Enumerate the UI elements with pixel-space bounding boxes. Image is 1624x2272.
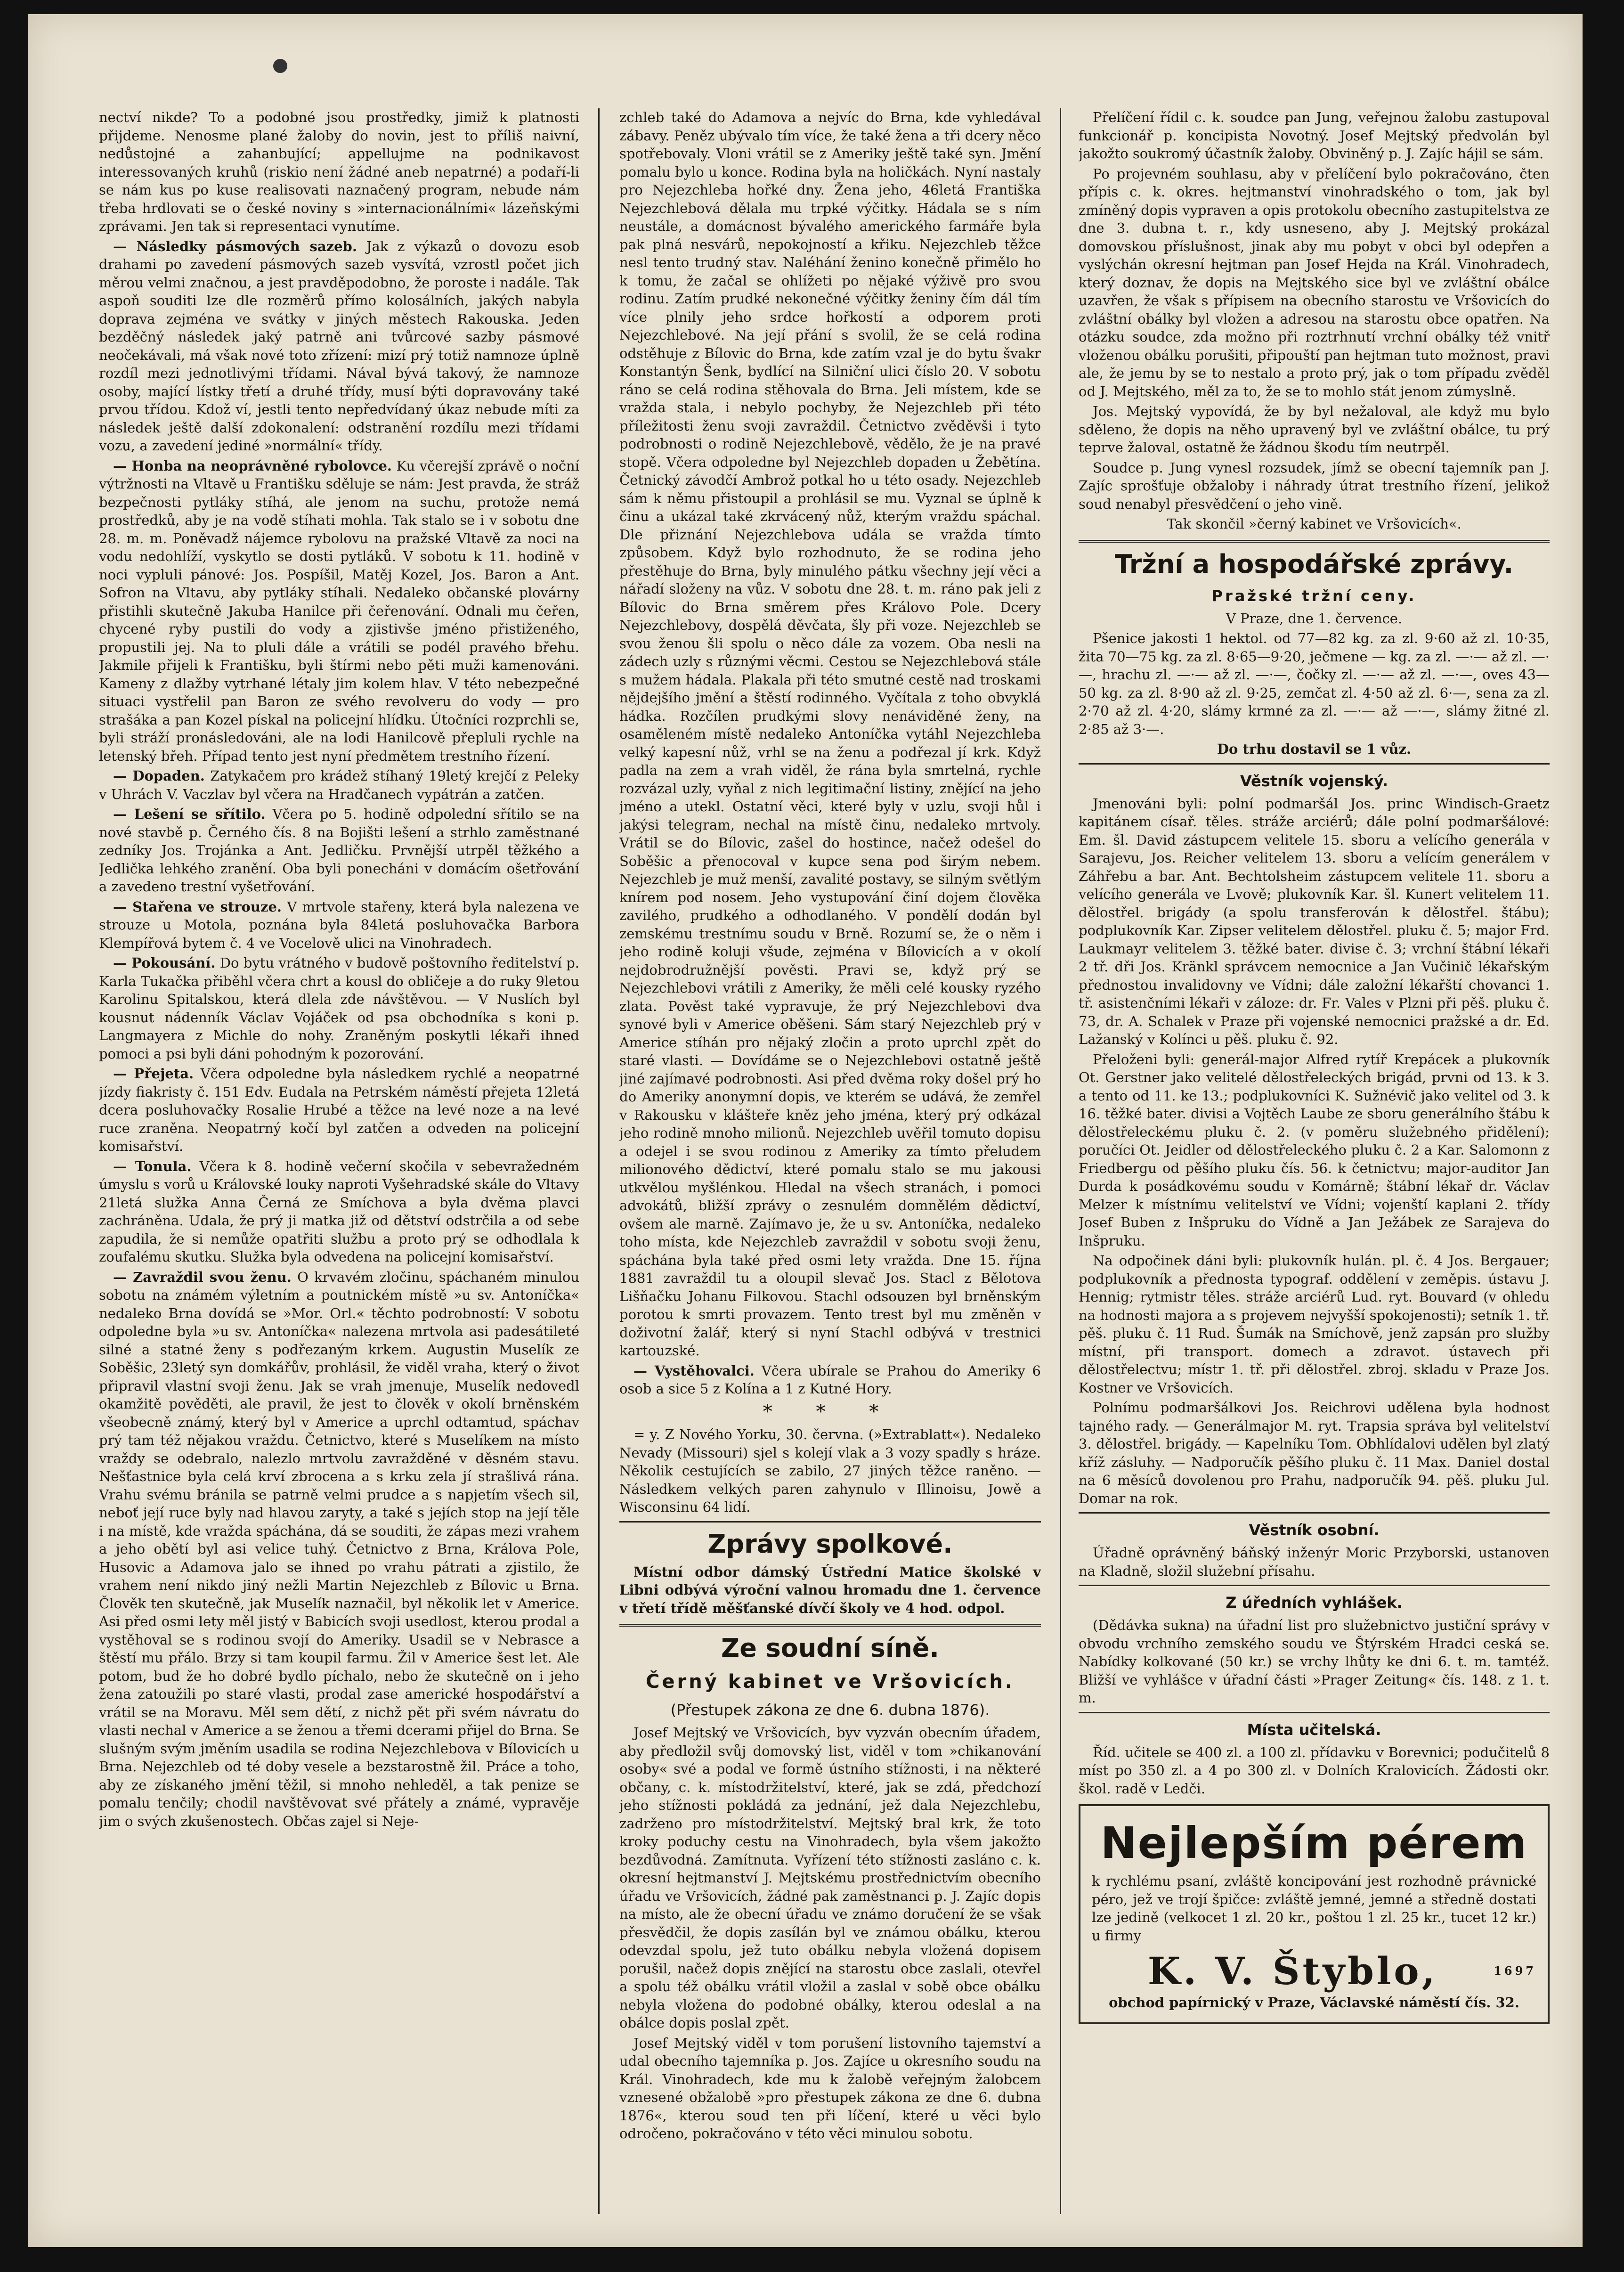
section-heading: Věstník osobní. (1249, 1521, 1380, 1539)
divider (1079, 1512, 1550, 1514)
article-paragraph: Josef Mejtský ve Vršovicích, byv vyzván obecním úřadem, aby předložil svůj domovský list, viděl v tom »chikanování osoby« své a podal ve formě ústního stížnosti, i na některé občany, c. k. místodržitelství, které, jak se zdá, předchozí jeho stížnosti pokládá za jednání, jež dala Nejezchlebu, zadrženo pro místodržitelství. Mejtský bral krk, že toto kroky poduchy cestu na Vinohradech, byla všem jakožto bezdůvodná. Zamítnuta. Vyřízení této stížnosti zasláno c. k. okresní hejtmanství J. Mejtskému prostřednictvím obecního úřadu ve Vršovicích, žádné pak zaměstnanci p. J. Zajíc dopis na místo, ale že obecní úřadu ve známo doručení že se však přesvědčil, že dopis zasílán byl ve známou obálku, kterou odevzdal spolu, jež tuto obálku nebyla vložená dopisem porušil, načež dopis znějící na starostu obce zaslali, otevřel a spolu též obálku vrátil vložil a zaslal v sobě obce obálku nebyla vložena do podobné obálky, kterou odeslal a na obálce dopis poslal zpět. (619, 1725, 1041, 2031)
section-heading: Tržní a hospodářské zprávy. (1114, 549, 1514, 579)
article-paragraph: Na odpočinek dáni byli: plukovník hulán. pl. č. 4 Jos. Bergauer; podplukovník a přednosta typograf. oddělení v zeměpis. ústavu J. Hennig; rytmistr těles. stráže arciérů Lud. ryt. Bouvard (v ohledu na hodnosti majora a s projevem nejvyšší spokojenosti); setník 1. tř. pěš. pluku č. 11 Rud. Šumák na Smíchově, jenž zapsán pro služby místní, při transport. domech a zdravot. ústavech při dělostřelectvu; místr 1. tř. při dělostřel. zbroj. skladu v Praze Jos. Kostner ve Vršovicích. (1079, 1253, 1550, 1396)
section-heading: Zprávy spolkové. (707, 1529, 953, 1559)
article-paragraph: zchleb také do Adamova a nejvíc do Brna, kde vyhledával zábavy. Peněz ubývalo tím více, že také žena a tři dcery něco spotřebovaly. Vloni vrátil se z Ameriky ještě také syn. Jmění pomalu bylo u konce. Rodina byla na holičkách. Nyní nastaly pro Nejezchleba hořké dny. Žena jeho, 46letá Františka Nejezchlebová dělala mu trpké výčitky. Hádala se s ním neustále, a domácnost bývalého amerického farmáře byla pak plná nesvárů, nepokojností a křiku. Nejezchleb těžce nesl tento trudný stav. Naléhání ženino konečně přimělo ho k tomu, že začal se ohlížeti po nějaké výživě pro svou rodinu. Zatím prudké nekonečné výčitky ženiny čím dál tím více plnily jeho srdce hořkostí a odporem proti Nejezchlebové. Na její přání s svolil, že se celá rodina odstěhuje z Bílovic do Brna, kde zatím vzal je do bytu švakr Konstantýn Šenk, bydlící na Silniční ulici číslo 20. V sobotu ráno se celá rodina stěhovala do Brna. Jeli místem, kde se vražda stala, i nebylo pochyby, že Nejezchleb při této příležitosti ženu svoji zavraždil. Četnictvo zvěděvši i tyto podrobnosti o rodině Nejezchlebově, vědělo, že je na pravé stopě. Včera odpoledne byl Nejezchleb dopaden u Žebětína. Četnický závodčí Ambrož potkal ho u této osady. Nejezchleb sám k němu přistoupil a prohlásil se mu. Vyznal se úplně k činu a ukázal také zkrvácený nůž, kterým vraždu spáchal. Dle přiznání Nejezchlebova udála se vražda tímto způsobem. Když bylo rozhodnuto, že se rodina jeho přestěhuje do Brna, byly minulého pátku všechny její věci a nářadí složeny na vůz. V sobotu dne 28. t. m. ráno pak jeli z Bílovic do Brna směrem přes Královo Pole. Dcery Nejezchlebovy, dospělá děvčata, šly při voze. Nejezchleb se svou ženou šli spolu o něco dále za vozem. Oba nesli na zádech uzly s různými věcmi. Cestou se Nejezchlebová stále s mužem hádala. Plakala při této smutné cestě nad troskami nějdejšího jmění a štěstí rodinného. Vyčítala z toho obvyklá hádka. Rozčílen prudkými slovy nenáviděné ženy, na osaměleném místě nedaleko Antoníčka vytáhl Nejezchleba velký kapesní nůž, vrhl se na ženu a podřezal jí krk. Když padla na zem a vrah viděl, že rána byla smrtelná, rychle rozvázal uzly, vyňal z nich legitimační listiny, znějící na jeho jméno a utekl. Ostatní věci, které byly v uzlu, svoji hůl i jakýsi telegram, nechal na místě činu, nedaleko mrtvoly. Vrátil se do Bílovic, zašel do hostince, načež odešel do Soběšic a přenocoval v kupce sena pod širým nebem. Nejezchleb je muž menší, zavalité postavy, se silným světlým knírem pod nosem. Jeho vystupování činí dojem člověka zavilého, prudkého a odhodlaného. V pondělí dodán byl zemskému trestnímu soudu v Brně. Rozumí se, že o něm i jeho rodině koluji všude, zejména v Bílovicích a v okolí nejdobrodružnější pověsti. Pravi se, když prý se Nejezchlebovi vrátili z Ameriky, že měli celé kousky ryzého zlata. Pověst také vypravuje, že prý Nejezchlebovi dva synové byli v Americe oběšeni. Sám starý Nejezchleb prý v Americe stíhán pro nějaký zločin a proto uprchl zpět do staré vlasti. — Dovídáme se o Nejezchlebovi ostatně ještě jiné zajímavé podrobnosti. Asi před dvěma roky došel prý ho do Ameriky anonymní dopis, ve kterém se udává, že zemřel v Rakousku v klášteře kněz jeho jména, který prý odkázal jeho rodině mnoho milionů. Nejezchleb uvěřil tomuto dopisu a odejel i se svou rodinou z Ameriky za tímto přeludem milionového dědictví, které pomalu stalo se mu jakousi utkvělou myšlénkou. Hledal na všech stranách, i pomoci advokátů, bližší zprávy o zesnulém domnělém dědictví, ovšem ale marně. Zajímavo je, že u sv. Antoníčka, nedaleko toho místa, kde Nejezchleb zavraždil v sobotu svoji ženu, spáchána byla také před osmi lety vražda. Dne 15. října 1881 zavraždil tu a oloupil slevač Jos. Stacl z Bělotova Lišňačku Johanu Filkovou. Stachl odsouzen byl brněnským porotou k smrti provazem. Tento trest byl mu změněn v doživotní žalář, který si nyní Stachl odbývá v trestnici kartouzské. (619, 109, 1041, 1359)
article-heading: — Honba na neoprávněné rybolovce. (113, 457, 392, 474)
article-paragraph: Přelíčení řídil c. k. soudce pan Jung, veřejnou žalobu zastupoval funkcionář p. koncipista Novotný. Josef Mejtský předvolán byl jakožto soukromý účastník žaloby. Obviněný p. J. Zajíc hájil se sám. (1079, 109, 1550, 162)
column-2 (619, 108, 1041, 2214)
article-text: Včera odpoledne byla následkem rychlé a neopatrné jízdy fiakristy č. 151 Edv. Eudala na Petrském náměstí přejeta 12letá dcera posluhovačky Rosalie Hrubé a těžce na levé noze a na levé ruce zraněna. Neopatrný kočí byl zatčen a odveden na policejní komisařství. (99, 1066, 579, 1154)
article-paragraph: Jmenováni byli: polní podmaršál Jos. princ Windisch-Graetz kapitánem císař. těles. stráže arciérů; dále polní podmaršálové: Em. šl. David zástupcem velitele 15. sboru a velícího generála v Sarajevu, Jos. Reicher velitelem 13. sboru a velícím generálem v Záhřebu a bar. Ant. Bechtolsheim zástupcem velitele 11. sboru a velícího generála ve Lvově; plukovník Kar. šl. Kunert velitelem 11. dělostřel. brigády (a spolu transferován k dělostřel. štábu); podplukovník Kar. Zipser velitelem dělostřel. pluku č. 5; major Frd. Laukmayr velitelem 3. těžké bater. divise č. 3; vrchní štábní lékaři 2 tř. dři Jos. Kränkl správcem nemocnice a Jan Vučinič lékařským přednostou invalidovny ve Vídni; dále založní lékařští chovanci 1. tř. asistenčními lékaři v záloze: dr. Fr. Vales v Plzni při pěš. pluku č. 73, dr. A. Schalek v Praze při vojenské nemocnici pražské a dr. Ed. Lažanský v Kolínci u pěš. pluku č. 92. (1079, 795, 1550, 1047)
divider (1079, 763, 1550, 765)
column-3 (1079, 108, 1550, 2214)
article-paragraph: Říd. učitele se 400 zl. a 100 zl. přídavku v Borevnici; podučitelů 8 míst po 350 zl. a 4 po 300 zl. v Dolních Kralovicích. Žádosti okr. škol. radě v Ledči. (1079, 1744, 1550, 1797)
divider (619, 1521, 1041, 1523)
punch-hole (273, 59, 287, 73)
ad-address: obchod papírnický v Praze, Václavské náměstí čís. 32. (1109, 1995, 1519, 2011)
article-heading: — Stařena ve strouze. (113, 898, 282, 915)
article-text: V mrtvole stařeny, která byla nalezena ve strouze u Motola, poznána byla 84letá posluhovačka Barbora Klempířová bytem č. 4 ve Vocelově ulici na Vinohradech. (99, 898, 579, 951)
article-paragraph: Tak skončil »černý kabinet ve Vršovicích«. (1167, 516, 1462, 532)
section-heading: Ze soudní síně. (721, 1633, 939, 1663)
article-paragraph: Přeloženi byli: generál-major Alfred rytíř Krepácek a plukovník Ot. Gerstner jako velitelé dělostřeleckých brigád, prvni od 13. k 3. a tento od 11. ke 13.; podplukovníci K. Sužnévič jako velitel od 3. k 16. těžké bater. divisi a Vojtěch Laube ze sboru generálního štábu k dělostřeleckému pluku č. 2. (v poměru služebného přidělení); poručíci Ot. Jeidler od dělostřeleckého pluku č. 2 a Kar. Salomonn z Friedbergu od pěšího pluku čís. 56. k četnictvu; major-auditor Jan Durda k posádkovému soudu v Komárně; štábní lékař dr. Václav Melzer k místnímu velitelství ve Vídni; vojenští kaplani 2. třídy Josef Buben z Inšpruku do Vídně a Jan Ježábek ze Sarajeva do Inšpruku. (1079, 1051, 1550, 1249)
article-paragraph (99, 805, 579, 896)
article-paragraph: Soudce p. Jung vynesl rozsudek, jímž se obecní tajemník pan J. Zajíc sprošťuje obžaloby i náhrady útrat trestního řízení, jelikož soud nenabyl přesvědčení o jeho vině. (1079, 459, 1550, 512)
article-text: Ku včerejší zprávě o noční výtržnosti na Vltavě u Františku sděluje se nám: Jest pravda, že stráž bezpečnosti pytláky stíhá, ale jenom na suchu, protože nemá prostředků, aby je na vodě stíhati mohla. Tak stalo se i v sobotu dne 28. m. m. Poněvadž nájemce rybolovu na pražské Vltavě za noci na vodu nedohlíží, vyskytlo se dosti pytláků. V sobotu k 11. hodině v noci vypluli pánové: Jos. Pospíšil, Matěj Kozel, Jos. Baron a Ant. Sofron na Vltavu, aby pytláky stíhali. Nedaleko občanské plovárny přistihli skutečně Jakuba Hanilce při čeřenování. Odnali mu čeřen, chycené ryby pustili do vody a zjistivše jméno přistiženého, propustili jej. Na to pluli dále a vrátili se podél pravého břehu. Jakmile přijeli k Františku, byli štírmi nebo pěti muži kamenováni. Kameny z dlažby vytrhané létaly jim kolem hlav. V této nebezpečné situaci vystřelil pan Baron ze svého revolveru do vody — pro strašáka a pan Kozel pískal na policejní hlídku. Útočníci rozprchli se, byli stráží pronásledováni, ale na lodi Hanilcově přepluli rychle na letenský břeh. Případ tento jest nyní předmětem trestního řízení. (99, 457, 579, 764)
article-paragraph (99, 237, 579, 455)
article-paragraph: Josef Mejtský viděl v tom porušení listovního tajemství a udal obecního tajemníka p. Jos. Zajíce u okresního soudu na Král. Vinohradech, kde mu k žalobě veřejným žalobcem vznesené obžalobě »pro přestupek zákona ze dne 6. dubna 1876«, kterou soud ten při líčení, které u věci bylo odročeno, pokračováno v této věci minulou sobotu. (619, 2035, 1041, 2142)
article-paragraph (99, 767, 579, 803)
column-rule (598, 108, 600, 2214)
section-separator: * * * (763, 1401, 898, 1423)
article-paragraph: Pšenice jakosti 1 hektol. od 77—82 kg. za zl. 9·60 až zl. 10·35, žita 70—75 kg. za zl. 8·65—9·20, ječmene — kg. za zl. —·— až zl. —·—, hrachu zl. —·— až zl. —·—, čočky zl. —·— až zl. —·—, oves 43—50 kg. za zl. 8·90 až zl. 9·25, zemčat zl. 4·50 až zl. 6·—, sena za zl. 2·70 až zl. 4·20, slámy krmné za zl. —·— až —·—, slámy žitné zl. 2·85 až 3·—. (1079, 630, 1550, 737)
article-paragraph: Po projevném souhlasu, aby v přelíčení bylo pokračováno, čten přípis c. k. okres. hejtmanství vinohradského o tom, jak byl zmíněný dopis vypraven a opis protokolu obecního zastupitelstva ze dne 3. dubna t. r., kdy usneseno, aby J. Mejtský prokázal domovskou příslušnost, jinak aby mu pobyt v obci byl odepřen a vyslýchán okresní hejtman pan Josef Hejda na Král. Vinohradech, který doznav, že dopis na Mejtského sice byl ve zvláštní obálce uzavřen, že však s přípisem na obecního starostu ve Vršovicích do zvláštní obálky byl vložen a adresou na starostu obce opatřen. Na otázku soudce, zda možno při roztrhnutí vrchní obálky též vnitř vloženou obálku porušiti, připouští pan hejtman tuto možnost, pravi ale, že jemu by se to nestalo a proto prý, jak o tom případu zvěděl od J. Mejtského, měl za to, že se to mohlo stát jenom zúmyslně. (1079, 165, 1550, 399)
article-paragraph: (Dědávka sukna) na úřadní list pro služebnictvo justiční správy v obvodu vrchního zemského soudu ve Štýrském Hradci ceská se. Nabídky kolkované (50 kr.) se vrchy lhůty ke dni 6. t. m. tamtéž. Bližší ve vyhlášce v úřadní části »Prager Zeitung« čís. 148. z 1. t. m. (1079, 1617, 1550, 1706)
divider (619, 1624, 1041, 1627)
ad-brand (1092, 1948, 1536, 1994)
article-paragraph (99, 898, 579, 953)
article-paragraph (99, 1268, 579, 1831)
article-heading: — Pokousání. (113, 955, 216, 971)
article-text: Do bytu vrátného v budově poštovního ředitelství p. Karla Tukačka přiběhl včera chrt a kousl do obličeje a do ruky 9letou Karolinu Spitalskou, která dlela zde návštěvou. — V Nuslích byl kousnut nádenník Václav Vojáček od psa obchodníka s koni p. Langmayera z Michle do nohy. Zraněným poskytli lékaři ihned pomoci a psi byli dáni pohodným k pozorování. (99, 955, 579, 1062)
article-paragraph: Jos. Mejtský vypovídá, že by byl nežaloval, ale když mu bylo sděleno, že dopis na něho upravený byl ve zvláštní obálce, tu prý teprve žaloval, ostatně že žádnou škodu tím neutrpěl. (1079, 403, 1550, 456)
article-heading: — Přejeta. (113, 1066, 194, 1082)
article-heading: — Lešení se sřítilo. (113, 806, 266, 822)
section-heading: Z úředních vyhlášek. (1226, 1594, 1403, 1612)
article-paragraph (99, 1157, 579, 1266)
article-text: Včera ubírale se Prahou do Ameriky 6 osob a sice 5 z Kolína a 1 z Kutné Hory. (619, 1362, 1041, 1397)
article-subtitle: (Přestupek zákona ze dne 6. dubna 1876). (670, 1701, 990, 1719)
article-text: Včera k 8. hodině večerní skočila v sebevražedném úmyslu s vorů u Královské louky naproti Vyšehradské skále do Vltavy 21letá služka Anna Černá ze Smíchova a byla dvěma plavci zachráněna. Udala, že prý ji matka již od dětství odstrčila a od sebe zapudila, že si nemůže opatřiti službu a proto prý se odhodlala k zoufalému skutku. Služka byla odvedena na policejní komisařství. (99, 1158, 579, 1265)
article-paragraph: nectví nikde? To a podobné jsou prostředky, jimiž k platnosti přijdeme. Nenosme plané žaloby do novin, jest to příliš naivní, nedůstojné a zahanbující; appellujme na podnikavost interessovaných kruhů (riskio není žádné aneb nepatrné) a podaří-li se nám kus po kuse realisovati naznačený program, nebude nám třeba hrdlovati se o české noviny s »internacionálními« lázeňskými zprávami. Jen tak si representaci vynutíme. (99, 109, 579, 234)
article-text: Jak z výkazů o dovozu esob drahami po zavedení pásmových sazeb vysvítá, vzrostl počet jich měrou velmi značnou, a jest pravděpodobno, že poroste i nadále. Tak aspoň souditi lze dle rozměrů přímo kolosálních, jakých nabyla doprava zejména ve svátky v jiných městech Rakouska. Jeden bezděčný následek jaký patrně ani tvůrcové sazby pásmové neočekávali, má však nové toto zřízení: mizí prý totiž namnoze úplně rozdíl mezi jednotlivými třídami. Nával bývá takový, že namnoze osoby, mající lístky třetí a druhé třídy, musí býti dopravovány také prvou třídou. Kdož ví, jestli tento nepředvídaný úkaz nebude míti za následek ještě další zdokonalení: odstranění rozdílu mezi třídami vozu, a zavedení jediné »normální« třídy. (99, 238, 579, 454)
article-paragraph (99, 1065, 579, 1156)
article-paragraph: Úřadně oprávněný báňský inženýr Moric Przyborski, ustanoven na Kladně, složil služební přísahu. (1079, 1545, 1550, 1579)
divider (1079, 1585, 1550, 1586)
article-paragraph (619, 1362, 1041, 1398)
article-paragraph: = y. Z Nového Yorku, 30. června. (»Extrablatt«). Nedaleko Nevady (Missouri) sjel s kolejí vlak a 3 vozy spadly s hráze. Několik cestujících se zabilo, 27 jiných těžce raněno. — Následkem velkých paren zahynulo v Illinoisu, Jowě a Wisconsinu 64 lidí. (619, 1426, 1041, 1515)
divider (1079, 540, 1550, 543)
article-paragraph: Do trhu dostavil se 1 vůz. (1217, 741, 1412, 757)
advertisement (1079, 1804, 1550, 2024)
dateline: V Praze, dne 1. července. (1226, 610, 1403, 627)
article-text: Včera po 5. hodině odpolední sřítilo se na nové stavbě p. Černého čís. 8 na Bojišti lešení a strhlo zaměstnané zedníky Jos. Trojánka a Ant. Jedličku. Prvnější utrpěl těžkého a Jedlička lehkého zranění. Oba byli ponecháni v domácím ošetřování a zavedeno trestní vyšetřování. (99, 806, 579, 895)
article-heading: — Dopaden. (113, 768, 205, 784)
article-text: Zatykačem pro krádež stíhaný 19letý krejčí z Peleky v Uhrách V. Vaczlav byl včera na Hradčanech vypátrán a zatčen. (99, 768, 579, 802)
article-paragraph (99, 457, 579, 765)
section-heading: Věstník vojenský. (1240, 772, 1388, 790)
article-text: O krvavém zločinu, spáchaném minulou sobotu na známém výletním a poutnickém místě »u sv. Antoníčka« nedaleko Brna dovídá se »Mor. Orl.« těchto podrobností: V sobotu odpoledne byla »u sv. Antoníčka« nalezena mrtvola asi padesátileté silné a statné ženy s podřezaným krkem. Augustin Muselík ze Soběšic, 23letý syn domkářův, prohlásil, že viděl vraha, který o život připravil vlastní svoji ženu. Jak se vrah jmenuje, Muselík nedovedl okamžitě pověděti, ale pravil, že jest to člověk v okolí brněnském všeobecně známý, který byl v Americe a uprchl odtamtud, spáchav prý tam též nějakou vraždu. Četnictvo, které s Muselíkem na místo vraždy se odebralo, nalezlo mrtvolu zavražděné v děsném stavu. Nešťastnice byla celá krví zbrocena a s krku zela jí strašlivá rána. Vrahu svému bránila se patrně velmi prudce a s napjetím všech sil, neboť její ruce byly nad hlavou zaryty, a také s jejích stop na její těle i na místě, kde vražda spáchána, dá se souditi, že zápas mezi vrahem a jeho obětí byl asi velice tuhý. Četnictvo z Brna, Králova Pole, Husovic a Adamova jalo se ihned po vrahu pátrati a zjistilo, že vrahem není nikdo jiný nežli Martin Nejezchleb z Bílovic u Brna. Člověk ten skutečně, jak Muselík naznačil, byl několik let v Americe. Asi před osmi lety měl jistý v Babicích svoji usedlost, kterou prodal a vystěhoval se s rodinou svojí do Ameriky. Usadil se v Nebrasce a štěstí mu přálo. Brzy si tam koupil farmu. Žil v Americe šest let. Ale potom, bud že ho dobré bydlo píchalo, nebo že skutečně on i jeho žena zatoužili po staré vlasti, prodal zase americké hospodářství a vrátil se na Moravu. Měl sem dětí, z nichž pět při svém návratu do vlasti nechal v Americe a se ženou a třemi dcerami přijel do Brna. Se slušným svým jměním usadila se rodina Nejezchlebova v Bílovicích u Brna. Nejezchleb od té doby vesele a bezstarostně žil. Práce a toho, aby ze získaného jmění těžil, si mnoho nehleděl, a tak penize se pomalu tenčily; chodil navštěvovat své přátely a známé, vypravěje jim o svých zkušenostech. Občas zajel si Neje- (99, 1269, 579, 1829)
article-paragraph: Polnímu podmaršálkovi Jos. Reichrovi udělena byla hodnost tajného rady. — Generálmajor M. ryt. Trapsia správa byl velitelství 3. dělostřel. brigády. — Kapelníku Tom. Obhlídalovi udělen byl zlatý kříž zásluhy. — Nadporučík pěšího pluku č. 11 Max. Daniel dostal na 6 měsíců dovolenou pro Prahu, nadporučík 94. pěš. pluku Jul. Domar na rok. (1079, 1400, 1550, 1507)
article-title: Černý kabinet ve Vršovicích. (646, 1671, 1015, 1693)
ad-text: k rychlému psaní, zvláště koncipování jest rozhodně právnické péro, jež ve trojí špičce: zvláště jemné, jemné a středně dostati lze jedině (velkocet 1 zl. 20 kr., poštou 1 zl. 25 kr., tucet 12 kr.) u firmy (1092, 1873, 1536, 1944)
ad-brand-name: K. V. Štyblo, (1147, 1949, 1438, 1993)
ad-number: 1697 (1494, 1964, 1536, 1978)
column-1 (99, 108, 579, 2214)
article-title: Pražské tržní ceny. (1211, 586, 1417, 605)
newspaper-page (28, 14, 1583, 2247)
article-heading: — Zavraždil svou ženu. (113, 1269, 292, 1285)
column-rule (1060, 108, 1061, 2214)
article-heading: — Následky pásmových sazeb. (113, 238, 357, 254)
section-heading: Místa učitelská. (1247, 1720, 1381, 1739)
ad-title: Nejlepším pérem (1100, 1818, 1528, 1868)
article-paragraph: Místní odbor dámský Ústřední Matice školské v Libni odbývá výroční valnou hromadu dne 1. července v třetí třídě měšťanské dívčí školy ve 4 hod. odpol. (619, 1564, 1041, 1616)
article-heading: — Tonula. (113, 1158, 192, 1174)
divider (1079, 1712, 1550, 1713)
article-heading: — Vystěhovalci. (633, 1362, 755, 1379)
article-paragraph (99, 954, 579, 1063)
